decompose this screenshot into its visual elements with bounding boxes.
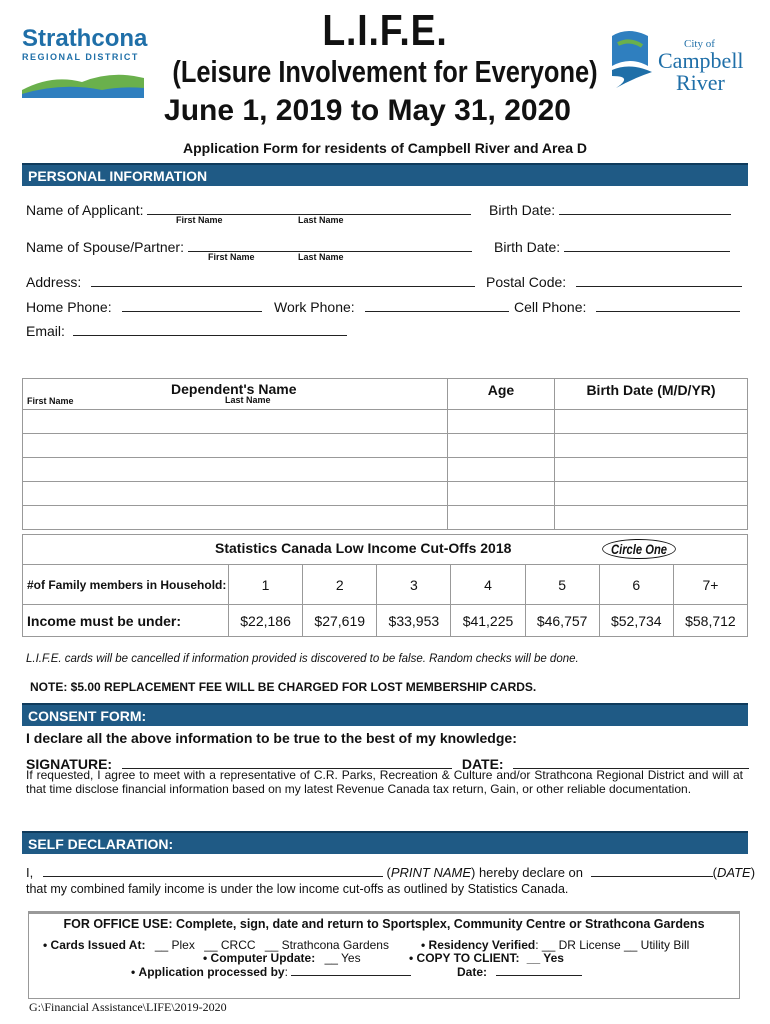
- income-limit: $22,186: [229, 605, 303, 637]
- office-use-box: [28, 911, 740, 1014]
- computer-update-option[interactable]: __ Yes: [324, 951, 361, 965]
- self-i-label: I,: [26, 865, 34, 880]
- applicant-first-name-caption: First Name: [176, 215, 223, 225]
- dependent-age-cell[interactable]: [448, 410, 555, 434]
- email-label: Email:: [26, 323, 65, 339]
- date-hint-open: (: [712, 865, 717, 880]
- email-input[interactable]: [73, 321, 347, 336]
- address-label: Address:: [26, 274, 82, 290]
- dependent-name-cell[interactable]: [23, 482, 448, 506]
- work-phone-input[interactable]: [365, 297, 509, 312]
- income-cutoff-title: Statistics Canada Low Income Cut-Offs 2018: [215, 540, 512, 556]
- work-phone-label: Work Phone:: [274, 299, 355, 315]
- income-limit: $58,712: [673, 605, 747, 637]
- dependent-name-cell[interactable]: [23, 410, 448, 434]
- dependent-name-cell[interactable]: [23, 506, 448, 530]
- income-cutoff-table: [22, 534, 748, 637]
- computer-update-label: Computer Update:: [210, 951, 316, 965]
- processed-by-label: Application processed by: [138, 965, 285, 979]
- home-phone-input[interactable]: [122, 297, 262, 312]
- dependent-name-cell[interactable]: [23, 458, 448, 482]
- income-statement: that my combined family income is under the low income cut-offs as outlined by Statistics Canada.: [26, 882, 569, 896]
- strathcona-gardens-option[interactable]: __ Strathcona Gardens: [264, 938, 389, 952]
- dependent-birth-cell[interactable]: [555, 506, 748, 530]
- print-name-hint: PRINT NAME: [390, 865, 471, 880]
- spouse-name-input[interactable]: [188, 237, 472, 252]
- postal-input[interactable]: [576, 272, 742, 287]
- residency-verified-label: Residency Verified: [428, 938, 536, 952]
- income-limit: $46,757: [525, 605, 599, 637]
- cancellation-note: L.I.F.E. cards will be cancelled if information provided is discovered to be false. Random checks will be done.: [26, 653, 579, 665]
- residency-options[interactable]: : __ DR License __ Utility Bill: [535, 938, 690, 952]
- residency-row: • Residency Verified: __ DR License __ Utility Bill: [421, 938, 690, 952]
- dependent-age-cell[interactable]: [448, 434, 555, 458]
- family-size-option[interactable]: 7+: [673, 565, 747, 605]
- table-row: [23, 506, 748, 530]
- processed-by-colon: :: [284, 965, 288, 979]
- form-title: Application Form for residents of Campbell River and Area D: [183, 140, 587, 156]
- spouse-name-label: Name of Spouse/Partner:: [26, 239, 184, 255]
- email-row: [26, 321, 347, 339]
- income-limit: $52,734: [599, 605, 673, 637]
- spouse-first-name-caption: First Name: [208, 252, 255, 262]
- spouse-birth-input[interactable]: [564, 237, 730, 252]
- applicant-name-input[interactable]: [147, 200, 471, 215]
- plex-option[interactable]: __ Plex: [154, 938, 195, 952]
- campbell-text: Campbell: [658, 48, 744, 73]
- family-size-option[interactable]: 6: [599, 565, 673, 605]
- age-header: Age: [448, 379, 555, 410]
- declaration-statement: I declare all the above information to be true to the best of my knowledge:: [26, 730, 517, 746]
- dependent-birth-cell[interactable]: [555, 482, 748, 506]
- copy-to-client-row: • COPY TO CLIENT: __ Yes: [409, 951, 564, 965]
- cards-issued-row: • Cards Issued At: __ Plex __ CRCC __ Strathcona Gardens: [43, 938, 389, 952]
- dependent-first-name-caption: First Name: [27, 396, 74, 406]
- self-declaration-row: [26, 862, 755, 880]
- home-phone-label: Home Phone:: [26, 299, 112, 315]
- wave-logo-icon: [608, 26, 654, 92]
- strathcona-logo-subtext: REGIONAL DISTRICT: [22, 52, 139, 62]
- work-phone-row: [274, 297, 509, 315]
- dependent-age-cell[interactable]: [448, 458, 555, 482]
- cards-issued-label: Cards Issued At:: [50, 938, 146, 952]
- declare-on-text: ) hereby declare on: [471, 865, 584, 880]
- applicant-name-row: [26, 200, 471, 218]
- print-name-input[interactable]: [43, 862, 383, 877]
- strathcona-logo-text: Strathcona: [22, 25, 148, 52]
- dependent-last-name-caption: Last Name: [225, 395, 271, 405]
- birth-date-header: Birth Date (M/D/YR): [555, 379, 748, 410]
- date-hint-close: ): [750, 865, 756, 880]
- circle-one-label: Circle One: [602, 539, 676, 559]
- applicant-name-label: Name of Applicant:: [26, 202, 144, 218]
- computer-update-row: • Computer Update: __ Yes: [203, 951, 361, 965]
- family-size-option[interactable]: 5: [525, 565, 599, 605]
- dependent-name-header: Dependent's Name: [171, 381, 297, 397]
- income-limit: $33,953: [377, 605, 451, 637]
- table-row: [23, 410, 748, 434]
- address-input[interactable]: [91, 272, 475, 287]
- postal-row: [486, 272, 742, 290]
- copy-to-client-option[interactable]: __ Yes: [526, 951, 564, 965]
- table-row: [23, 434, 748, 458]
- office-date-row: [457, 964, 582, 979]
- office-use-title: FOR OFFICE USE: Complete, sign, date and return to Sportsplex, Community Centre or Strathcona Gardens: [63, 917, 705, 931]
- postal-label: Postal Code:: [486, 274, 567, 290]
- life-subtitle: (Leisure Involvement for Everyone): [172, 54, 598, 89]
- income-limit: $41,225: [451, 605, 525, 637]
- dependent-name-cell[interactable]: [23, 434, 448, 458]
- signature-input[interactable]: [122, 754, 452, 769]
- life-title: L.I.F.E.: [322, 6, 448, 55]
- copy-to-client-label: COPY TO CLIENT:: [416, 951, 520, 965]
- spouse-birth-label: Birth Date:: [494, 239, 561, 255]
- print-name-open: (: [386, 865, 391, 880]
- consent-form-header: CONSENT FORM:: [22, 703, 748, 726]
- cell-phone-input[interactable]: [596, 297, 740, 312]
- office-date-input[interactable]: [496, 964, 582, 976]
- declaration-date-input[interactable]: [591, 862, 713, 877]
- office-date-label: Date:: [457, 965, 488, 979]
- dependent-birth-cell[interactable]: [555, 458, 748, 482]
- dependent-age-cell[interactable]: [448, 482, 555, 506]
- date-hint: DATE: [716, 865, 751, 880]
- applicant-birth-row: [489, 200, 731, 218]
- program-dates: June 1, 2019 to May 31, 2020: [164, 94, 571, 127]
- family-size-option[interactable]: 1: [229, 565, 303, 605]
- file-path: G:\Financial Assistance\LIFE\2019-2020: [29, 1000, 227, 1014]
- address-row: [26, 272, 475, 290]
- replacement-fee-note: NOTE: $5.00 REPLACEMENT FEE WILL BE CHARGED FOR LOST MEMBERSHIP CARDS.: [30, 680, 537, 694]
- river-text: River: [676, 70, 725, 95]
- family-size-option[interactable]: 3: [377, 565, 451, 605]
- dependent-birth-cell[interactable]: [555, 410, 748, 434]
- table-row: [23, 458, 748, 482]
- applicant-birth-input[interactable]: [559, 200, 731, 215]
- consent-date-input[interactable]: [513, 754, 749, 769]
- crcc-option[interactable]: __ CRCC: [204, 938, 256, 952]
- dependent-birth-cell[interactable]: [555, 434, 748, 458]
- spouse-birth-row: [494, 237, 730, 255]
- self-declaration-header: SELF DECLARATION:: [22, 831, 748, 854]
- home-phone-row: [26, 297, 262, 315]
- processed-by-row: • Application processed by:: [131, 964, 411, 979]
- dependent-age-cell[interactable]: [448, 506, 555, 530]
- table-row: [23, 482, 748, 506]
- cell-phone-row: [514, 297, 740, 315]
- spouse-last-name-caption: Last Name: [298, 252, 344, 262]
- personal-info-header: PERSONAL INFORMATION: [22, 163, 748, 186]
- cell-phone-label: Cell Phone:: [514, 299, 587, 315]
- income-under-label: Income must be under:: [23, 605, 229, 637]
- applicant-last-name-caption: Last Name: [298, 215, 344, 225]
- family-size-option[interactable]: 2: [303, 565, 377, 605]
- city-of-text: City of: [684, 38, 715, 50]
- income-limit: $27,619: [303, 605, 377, 637]
- consent-date-label: DATE:: [461, 756, 504, 772]
- applicant-birth-label: Birth Date:: [489, 202, 556, 218]
- campbell-river-logo: [608, 26, 748, 96]
- family-members-label: #of Family members in Household:: [23, 565, 229, 605]
- processed-by-input[interactable]: [291, 964, 411, 976]
- dependents-table: [22, 378, 748, 530]
- consent-paragraph: If requested, I agree to meet with a representative of C.R. Parks, Recreation & Culture and/or Strathcona Regional District and will at that time disclose financial information based on my latest Revenue Canada tax return, Gain, or other reliable documentation.: [26, 768, 743, 796]
- family-size-option[interactable]: 4: [451, 565, 525, 605]
- signature-label: SIGNATURE:: [26, 756, 113, 772]
